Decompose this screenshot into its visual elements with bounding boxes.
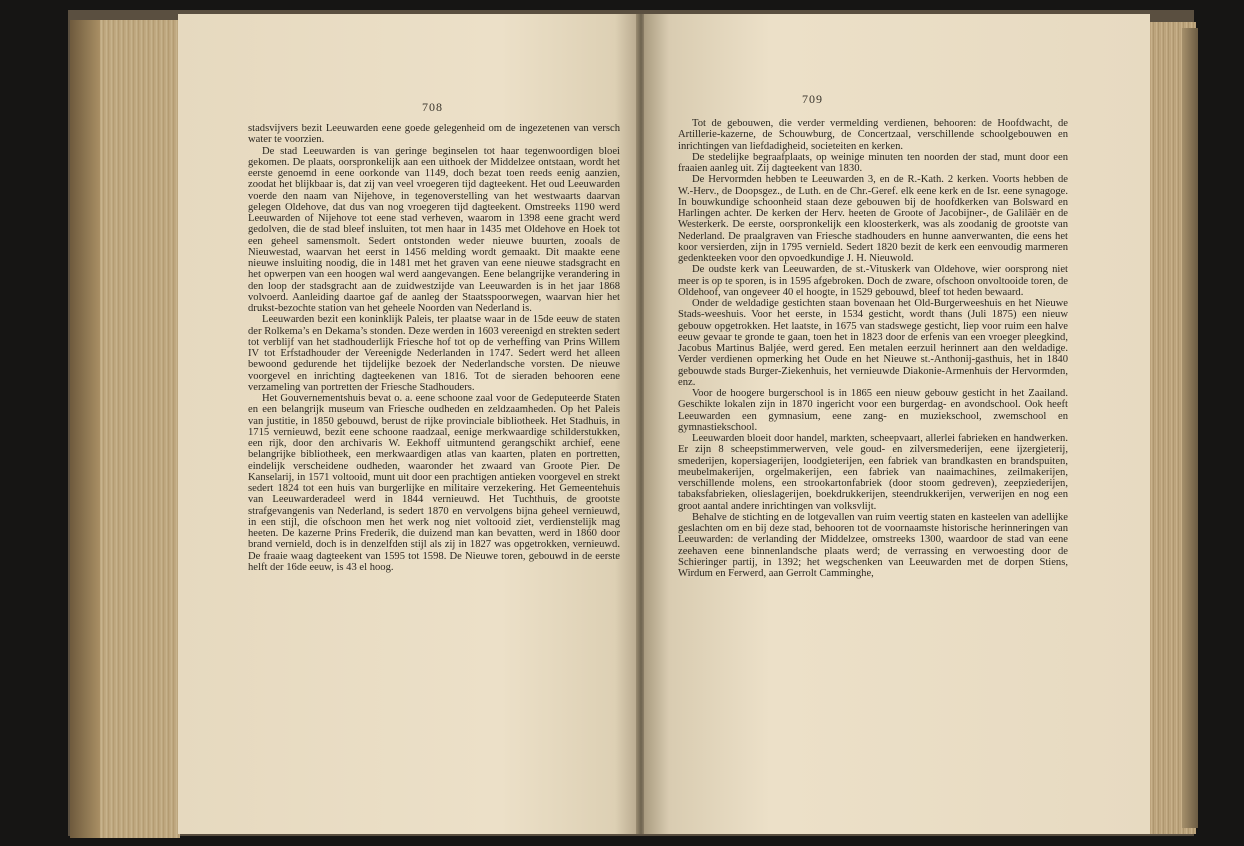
paragraph: Voor de hoogere burgerschool is in 1865 een nieuw gebouw gesticht in het Zaailand. Geschikte lokalen zijn in 1870 ingericht voor een burgerdag- en avondschool. Ook heeft Leeuwarden een gymnasium, eene zang- en muziekschool, zwemschool en gymnastiekschool. [678,388,1068,433]
right-page [644,14,1150,834]
paragraph: Onder de weldadige gestichten staan bovenaan het Old-Burgerweeshuis en het Nieuwe Stads-weeshuis. Voor het eerste, in 1534 gesticht, wordt thans (Juli 1875) een nieuw gebouw opgetrokken. Het laatste, in 1675 van stadswege gesticht, liep voor ruim een halve eeuw gevaar te gronde te gaan, toen het in 1823 door de erfenis van een vroeger pleegkind, Jacobus Martinus Baljée, werd gered. Een metalen eerzuil herinnert aan den weldadige. Verder verdienen opmerking het Oude en het Nieuwe st.-Anthonij-gasthuis, het in 1840 gebouwde stads Burger-Ziekenhuis, het vernieuwde Diakonie-Armenhuis der Hervormden, enz. [678,298,1068,388]
body-text [248,123,620,573]
left-cover-edge [70,20,100,838]
paragraph: Leeuwarden bloeit door handel, markten, scheepvaart, allerlei fabrieken en handwerken. Er zijn 8 scheepstimmerwerven, vele goud- en zilversmederijen, eene ijzergieterij, smederijen, kopersiagerijen, loodgieterijen, een fabriek van brandkasten en brandspuiten, meubelmakerijen, orgelmakerijen, een fabriek van naaimachines, zeilmakerijen, verschillende molens, een strookartonfabriek (door stoom gedreven), zeepziederijen, tabaksfabrieken, olieslagerijen, boekdrukkerijen, steendrukkerijen, verwerijen en nog een groot aantal andere inrichtingen van volksvlijt. [678,433,1068,512]
paragraph: Leeuwarden bezit een koninklijk Paleis, ter plaatse waar in de 15de eeuw de staten der Rolkema’s en Dekama’s stonden. Deze werden in 1603 vereenigd en strekten sedert tot verblijf van het stadhouderlijk Friesche hof tot op de verheffing van Prins Willem IV tot Erfstadhouder der Vereenigde Nederlanden in 1747. Sedert werd het alleen bewoond gedurende het tijdelijke bezoek der Nederlandsche vorsten. De nieuwe voorgevel en inrichting dagteekenen van 1816. Tot de sieraden behooren eene verzameling van portretten der Friesche Stadhouders. [248,314,620,393]
paragraph: De oudste kerk van Leeuwarden, de st.-Vituskerk van Oldehove, wier oorsprong niet meer is op te sporen, is in 1595 afgebroken. Doch de zware, ofschoon onvoltooide toren, de Oldehoof, van ongeveer 40 el hoogte, in 1529 gebouwd, bleef tot heden bewaard. [678,264,1068,298]
paragraph: De Hervormden hebben te Leeuwarden 3, en de R.-Kath. 2 kerken. Voorts hebben de W.-Herv., de Doopsgez., de Luth. en de Chr.-Geref. elk eene kerk en de Isr. eene synagoge. In bouwkundige schoonheid staan deze gebouwen bij de hoofdkerken van Bolsward en Harlingen achter. De kerken der Herv. heeten de Groote of Jacobijner-, de Galiläër en de Westerkerk. De eerste, oorspronkelijk een kloosterkerk, was als zoodanig de grootste van Nederland. De praalgraven van Friesche stadhouders en hunne aanverwanten, die eens het koor versierden, zijn in 1795 vernield. Sedert 1820 bezit de kerk een eenvoudig marmeren gedenkteeken voor den opvoedkundige J. H. Nieuwold. [678,174,1068,264]
page-number: 709 [802,92,823,106]
body-text [678,118,1068,579]
paragraph: De stedelijke begraafplaats, op weinige minuten ten noorden der stad, munt door een fraaien aanleg uit. Zij dagteekent van 1830. [678,151,1068,174]
paragraph: De stad Leeuwarden is van geringe beginselen tot haar tegenwoordigen bloei gekomen. De plaats, oorspronkelijk aan een uithoek der Middelzee ontstaan, wordt het eerste genoemd in eene oorkonde van 1149, doch bezat toen reeds eenig aanzien, zoodat het blijkbaar is, dat zij van veel vroegeren tijd dagteekent. Het oud Leeuwarden voerde den naam van Nijehove, in tegenoverstelling van het westwaarts daarvan gelegen Oldehove, dat dus van nog vroegeren tijd dagteekent. Omstreeks 1190 werd Leeuwarden of Nijehove tot eene stad verheven, waarom in 1398 eene gracht werd gedolven, die de stad bleef insluiten, tot men haar in 1435 met Oldehove en Hoek tot een geheel samensmolt. Sedert ontstonden weder nieuwe buurten, zooals de Nieuwestad, waarvan het eerst in 1456 melding wordt gemaakt. Dit maakte eene nieuwe insluiting noodig, die in 1481 met het graven van eene nieuwe stadsgracht en het opwerpen van een hoogen wal werd aangevangen. Eene belangrijke verandering in den loop der stadsgracht aan de zuidwestzijde van Leeuwarden is in het jaar 1868 volvoerd. Aanleiding daartoe gaf de aanleg der Staatsspoorwegen, waarvan hier het drukst-bezochte station van het geheele Noorden van Nederland is. [248,145,620,314]
page-number: 708 [422,100,443,114]
paragraph: Het Gouvernementshuis bevat o. a. eene schoone zaal voor de Gedeputeerde Staten en een belangrijk museum van Friesche oudheden en zeldzaamheden. Op het Paleis van justitie, in 1850 gebouwd, berust de rijke provinciale bibliotheek. Het Stadhuis, in 1715 vernieuwd, bezit eene schoone raadzaal, eenige merkwaardige schilderstukken, een rijk, door den archivaris W. Eekhoff uitmuntend gerangschikt archief, eene belangrijke bibliotheek, een merkwaardigen atlas van kaarten, platen en portretten, eindelijk verscheidene oudheden, waaronder het zwaard van Groote Pier. De Kanselarij, in 1571 voltooid, munt uit door een prachtigen antieken voorgevel en strekt sedert 1824 tot een huis van burgerlijke en militaire verzekering. Het Gemeentehuis van Leeuwarderadeel werd in 1844 vernieuwd. Het Tuchthuis, de grootste strafgevangenis van Nederland, is sedert 1870 en vervolgens bijna geheel vernieuwd, in een stijl, die ofschoon men het werk nog niet voltooid ziet, verdienstelijk mag heeten. De kazerne Prins Frederik, die duizend man kan bevatten, werd in 1860 door brand vernield, doch is in denzelfden stijl als zij in 1827 was opgetrokken, vernieuwd. De fraaie waag dagteekent van 1595 tot 1598. De Nieuwe toren, gebouwd in de eerste helft der 16de eeuw, is 43 el hoog. [248,393,620,573]
left-page [178,14,638,834]
paragraph: Tot de gebouwen, die verder vermelding verdienen, behooren: de Hoofdwacht, de Artillerie-kazerne, de Schouwburg, de Concertzaal, verschillende schoolgebouwen en inrichtingen van liefdadigheid, societeiten en kerken. [678,118,1068,152]
paragraph: Behalve de stichting en de lotgevallen van ruim veertig staten en kasteelen van adellijke geslachten om en bij deze stad, behooren tot de voornaamste historische herinneringen van Leeuwarden: de verlanding der Middelzee, omstreeks 1300, waardoor de stad van eene zeehaven eene binnenlandsche plaats werd; de verrassing en verwoesting door de Schieringer partij, in 1392; het wegschenken van Leeuwarden met de dorpen Stiens, Wirdum en Ferwerd, aan Gerrolt Camminghe, [678,511,1068,579]
paragraph: stadsvijvers bezit Leeuwarden eene goede gelegenheid om de ingezetenen van versch water te voorzien. [248,123,620,146]
right-cover-edge [1182,28,1198,828]
